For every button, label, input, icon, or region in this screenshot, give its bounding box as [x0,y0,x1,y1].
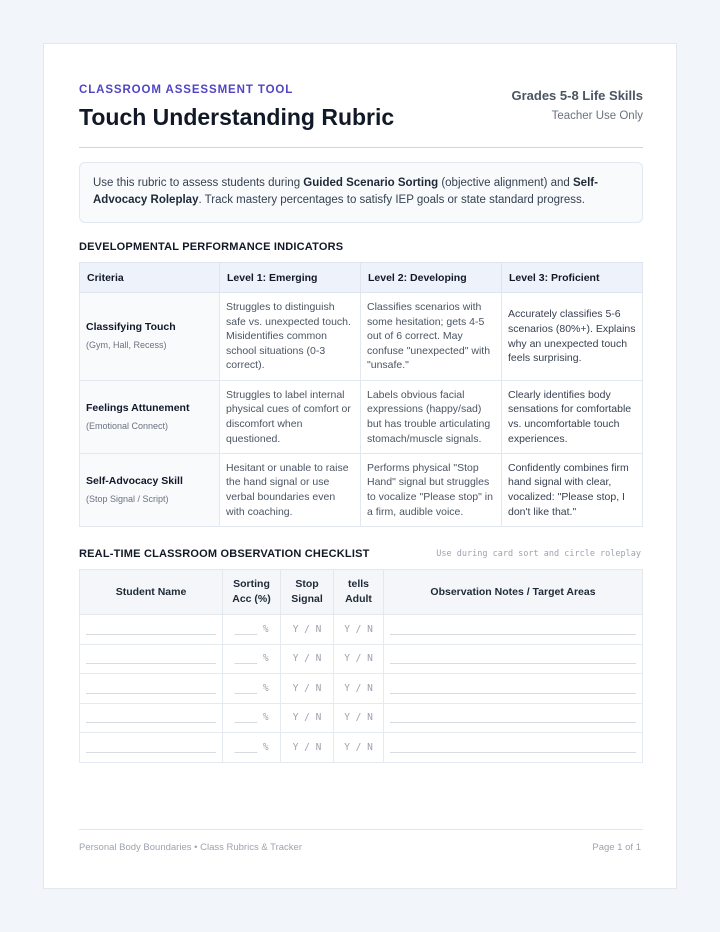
tells-adult-field[interactable]: Y / N [334,615,384,645]
intro-bold-scenario: Guided Scenario Sorting [303,177,439,189]
sorting-accuracy-field[interactable]: ____ % [223,615,281,645]
observation-section-title: REAL-TIME CLASSROOM OBSERVATION CHECKLIST [79,548,370,560]
rubric-header-criteria: Criteria [80,263,220,293]
observation-row [80,674,643,704]
page-header [79,84,643,146]
rubric-row [80,454,643,527]
intro-bold-roleplay: Self-Advocacy Roleplay [93,177,598,206]
header-sorting-accuracy [223,570,281,615]
rubric-row [80,293,643,381]
rubric-table [79,262,643,527]
document-page [43,43,677,889]
page-title: Touch Understanding Rubric [79,104,395,130]
stop-signal-field[interactable]: Y / N [281,644,334,674]
write-line [86,752,216,753]
level1-cell: Struggles to label internal physical cues of comfort or discomfort when questioned. [220,381,361,454]
write-line [86,693,216,694]
header-tells-line1: tells [347,578,369,591]
header-stop-line1: Stop [295,578,319,591]
header-student-name: Student Name [80,570,223,615]
criteria-sub: (Stop Signal / Script) [86,493,169,504]
tells-adult-field[interactable]: Y / N [334,703,384,733]
intro-text-pre: Use this rubric to assess students during [93,177,304,189]
criteria-name: Classifying Touch [86,321,176,334]
header-stop-signal [281,570,334,615]
criteria-name: Self-Advocacy Skill [86,474,183,487]
header-tells-line2: Adult [345,593,372,605]
rubric-header-level3: Level 3: Proficient [502,263,643,293]
rubric-header-row [80,263,643,293]
stop-signal-field[interactable]: Y / N [281,733,334,763]
observation-notes-field[interactable] [384,733,643,763]
write-line [390,634,636,635]
write-line [86,722,216,723]
criteria-cell [80,381,220,454]
write-line [86,663,216,664]
observation-row [80,703,643,733]
write-line [390,722,636,723]
observation-notes-field[interactable] [384,615,643,645]
write-line [390,663,636,664]
footer-divider [79,829,643,830]
rubric-header-level2: Level 2: Developing [361,263,502,293]
page-number: Page 1 of 1 [592,842,641,853]
observation-header-row [80,570,643,615]
sorting-accuracy-field[interactable]: ____ % [223,703,281,733]
student-name-field[interactable] [80,733,223,763]
stop-signal-field[interactable]: Y / N [281,674,334,704]
observation-notes-field[interactable] [384,644,643,674]
level1-cell: Hesitant or unable to raise the hand signal or use verbal boundaries even with coaching. [220,454,361,527]
level1-cell: Struggles to distinguish safe vs. unexpected touch. Misidentifies common school situations (0-3 correct). [220,293,361,381]
criteria-sub: (Gym, Hall, Recess) [86,340,167,350]
sorting-accuracy-field[interactable]: ____ % [223,644,281,674]
rubric-row [80,381,643,454]
observation-note: Use during card sort and circle roleplay [436,549,641,559]
write-line [390,693,636,694]
sorting-accuracy-field[interactable]: ____ % [223,733,281,763]
level2-cell: Classifies scenarios with some hesitation; gets 4-5 out of 6 correct. May confuse "unexpected" with "unsafe." [361,293,502,381]
footer-title: Personal Body Boundaries • Class Rubrics & Tracker [79,842,302,853]
criteria-cell [80,454,220,527]
level2-cell: Performs physical "Stop Hand" signal but struggles to vocalize "Please stop" in a firm, audible voice. [361,454,502,527]
audience-label: Teacher Use Only [551,110,643,122]
eyebrow-label: CLASSROOM ASSESSMENT TOOL [79,84,294,96]
level3-cell: Confidently combines firm hand signal with clear, vocalized: "Please stop, I don't like that." [502,454,643,527]
observation-row [80,644,643,674]
student-name-field[interactable] [80,703,223,733]
observation-notes-field[interactable] [384,674,643,704]
student-name-field[interactable] [80,644,223,674]
tells-adult-field[interactable]: Y / N [334,674,384,704]
observation-row [80,615,643,645]
grade-label: Grades 5-8 Life Skills [511,88,643,103]
intro-text-post: . Track mastery percentages to satisfy IEP goals or state standard progress. [198,194,585,206]
student-name-field[interactable] [80,615,223,645]
header-stop-line2: Signal [291,593,323,605]
criteria-name: Feelings Attunement [86,401,190,414]
header-divider [79,147,643,148]
tells-adult-field[interactable]: Y / N [334,644,384,674]
intro-callout [79,162,643,223]
criteria-sub: (Emotional Connect) [86,420,169,431]
stop-signal-field[interactable]: Y / N [281,703,334,733]
observation-table [79,569,643,763]
header-sorting-line2: Acc (%) [232,593,271,605]
student-name-field[interactable] [80,674,223,704]
level2-cell: Labels obvious facial expressions (happy/sad) but has trouble articulating stomach/muscle signals. [361,381,502,454]
intro-text-mid: (objective alignment) and [438,177,574,189]
stop-signal-field[interactable]: Y / N [281,615,334,645]
sorting-accuracy-field[interactable]: ____ % [223,674,281,704]
rubric-section-title: DEVELOPMENTAL PERFORMANCE INDICATORS [79,241,344,253]
observation-notes-field[interactable] [384,703,643,733]
header-observation-notes: Observation Notes / Target Areas [384,570,643,615]
header-sorting-line1: Sorting [233,578,270,591]
write-line [390,752,636,753]
criteria-cell [80,293,220,381]
write-line [86,634,216,635]
observation-row [80,733,643,763]
level3-cell: Clearly identifies body sensations for comfortable vs. uncomfortable touch experiences. [502,381,643,454]
header-tells-adult [334,570,384,615]
tells-adult-field[interactable]: Y / N [334,733,384,763]
rubric-header-level1: Level 1: Emerging [220,263,361,293]
level3-cell: Accurately classifies 5-6 scenarios (80%+). Explains why an unexpected touch feels surprising. [502,293,643,381]
